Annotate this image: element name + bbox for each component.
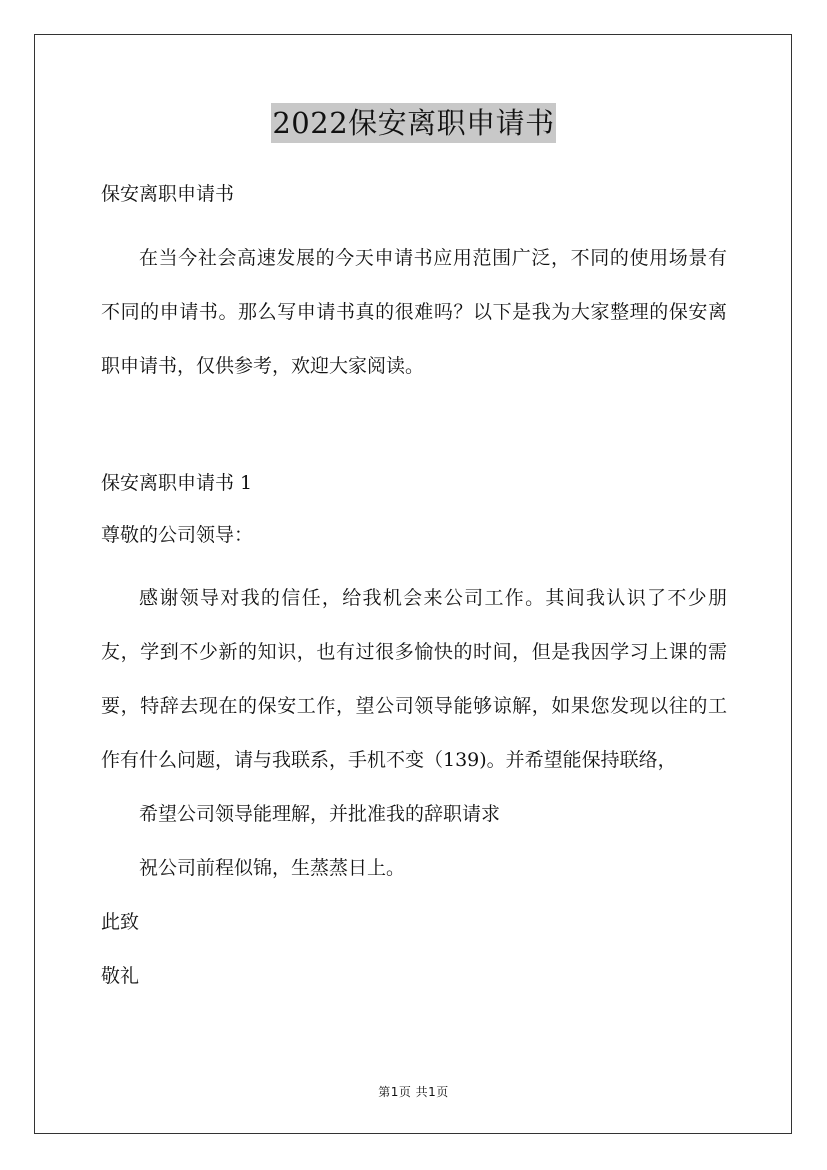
document-subtitle: 保安离职申请书 bbox=[101, 183, 235, 205]
request-line: 希望公司领导能理解，并批准我的辞职请求 bbox=[139, 803, 501, 825]
closing-line-2: 敬礼 bbox=[101, 965, 140, 987]
page-number: 第1页 共1页 bbox=[378, 1085, 449, 1099]
wish-line: 祝公司前程似锦，生蒸蒸日上。 bbox=[139, 857, 406, 879]
closing-line-1: 此致 bbox=[101, 911, 140, 933]
section-heading: 保安离职申请书 1 bbox=[101, 472, 253, 494]
document-title: 2022保安离职申请书 bbox=[271, 103, 555, 143]
intro-paragraph: 在当今社会高速发展的今天申请书应用范围广泛，不同的使用场景有不同的申请书。那么写申请书真的很难吗？以下是我为大家整理的保安离职申请书，仅供参考，欢迎大家阅读。 bbox=[101, 247, 727, 377]
salutation: 尊敬的公司领导： bbox=[101, 524, 254, 546]
title-container bbox=[0, 103, 827, 143]
body-paragraph: 感谢领导对我的信任，给我机会来公司工作。其间我认识了不少朋友，学到不少新的知识，也有过很多愉快的时间，但是我因学习上课的需要，特辞去现在的保安工作，望公司领导能够谅解，如果您发现以往的工作有什么问题，请与我联系，手机不变（139)。并希望能保持联络， bbox=[101, 587, 727, 771]
page-footer bbox=[0, 1083, 827, 1100]
document-body bbox=[101, 176, 727, 1003]
